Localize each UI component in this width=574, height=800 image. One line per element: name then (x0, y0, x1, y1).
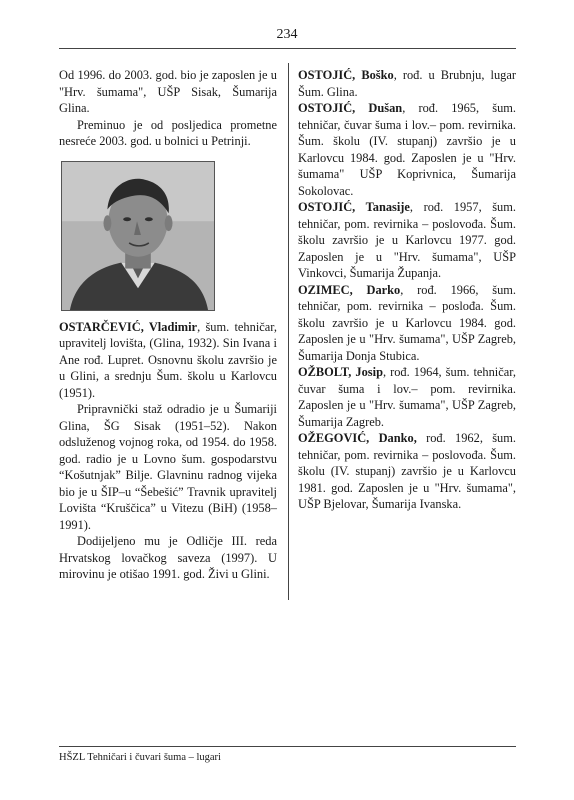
entry-text: , rođ. 1965, šum. tehničar, čuvar šuma i lov.– pom. revirnika. Šum. školu (IV. stupanj) završio je u Karlovcu 1984. god. Zaposlen je u "Hrv. šumama" UŠP Koprivnica, Šumarija Sokolovac. (298, 101, 517, 198)
entry-name: OSTOJIĆ, Tanasije (298, 200, 410, 214)
entry-name: OSTOJIĆ, Boško (298, 68, 394, 82)
entry-ozbolt-josip (298, 364, 516, 430)
entry-name: OŽEGOVIĆ, Danko, (298, 431, 417, 445)
entry-text: , rođ. 1957, šum. tehničar, pom. revirnika – poslovođa. Šum. školu završio je u Karlovcu 1977. god. Zaposlen je u "Hrv. šumama", UŠP Vinkovci, Šumarija Županja. (298, 200, 516, 280)
entry-paragraph: Dodijeljeno mu je Odličje III. reda Hrvatskog lovačkog saveza (1997). U mirovinu je otišao 1991. god. Živi u Glini. (59, 534, 277, 581)
entry-name: OZIMEC, Darko (298, 282, 401, 297)
entry-name: OŽBOLT, Josip (298, 365, 383, 379)
page-number: 234 (276, 27, 298, 42)
column-divider (288, 63, 289, 600)
footer-rule (59, 746, 516, 747)
entry-text: , rođ. 1966, šum. tehničar, pom. revirnika – poslođa. Šum. školu završio je u Karlovcu 1984. god. Zaposlen je u "Hrv. šumama", UŠP Zagreb, Šumarija Donja Stubica. (298, 282, 517, 363)
portrait-photo (61, 161, 215, 311)
entry-ozegovic-danko (298, 430, 516, 513)
entry-ozimec-darko (298, 282, 516, 365)
entry-paragraph: Pripravnički staž odradio je u Šumariji Glina, ŠG Sisak (1951–52). Nakon odsluženog vojnog roka, od 1954. do 1958. god. radio je u Lovno šum. gospodarstvu “Košutnjak” Bilje. Glavninu radnog vijeka bio je u ŠIP–u “Šebešić” Travnik upravitelj Lovišta “Kruščica” u Vitezu (BiH) (1958–1991). (59, 402, 277, 532)
entry-ostojic-tanasije (298, 199, 516, 282)
entry-text: rođ. 1962, šum. tehničar, pom. revirnika – poslovođa. Šum. školu (IV. stupanj) završio je u Karlovcu 1981. god. Zaposlen je u "Hrv. šumama", UŠP Bjelovar, Šumarija Ivanska. (298, 431, 516, 511)
entry-ostojic-dusan (298, 100, 516, 199)
entry-text: , rođ. 1964, šum. tehničar, čuvar šuma i lov.– pom. revirnika. Zaposlen je u "Hrv. šumama", UŠP Zagreb, Šumarija Zagreb. (298, 365, 516, 429)
continuation-paragraph: Preminuo je od posljedica prometne nesreće 2003. god. u bolnici u Petrinji. (59, 117, 277, 148)
entry-name: OSTOJIĆ, Dušan (298, 101, 403, 115)
entry-text: , šum. tehničar, upravitelj lovišta, (Glina, 1932). Sin Ivana i Ane rođ. Lupret. Osnovnu školu završio je u Glini, a srednju Šum. školu u Karlovcu (1951). (59, 319, 277, 400)
continuation-paragraph: Od 1996. do 2003. god. bio je zaposlen je u "Hrv. šumama", UŠP Sisak, Šumarija Glina. (59, 68, 277, 115)
portrait-image (62, 162, 214, 310)
entry-text: , rođ. u Brubnju, lugar Šum. Glina. (298, 68, 516, 99)
header-rule (59, 48, 516, 49)
entry-name: OSTARČEVIĆ, Vladimir (59, 319, 198, 334)
entry-ostarcevic (59, 319, 277, 402)
entry-ostojic-bosko (298, 67, 516, 100)
page-footer: HŠZL Tehničari i čuvari šuma – lugari (59, 752, 221, 763)
right-column (298, 67, 516, 513)
left-column (59, 67, 277, 583)
